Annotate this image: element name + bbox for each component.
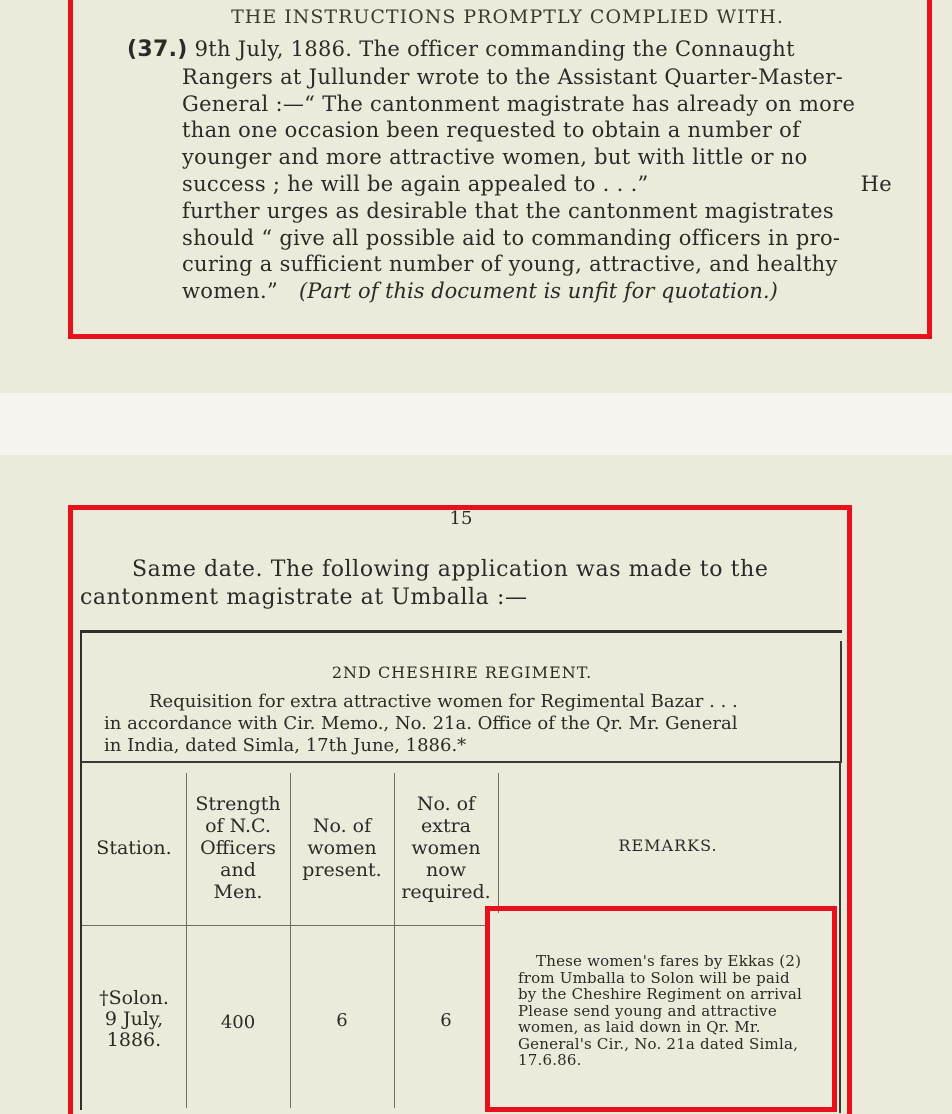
entry-line-4: than one occasion been requested to obtain a number of [182,118,801,143]
entry-line-6-end: He [860,171,892,196]
entry-number: (37.) [127,37,188,62]
intro-line-1: Same date. The following application was made to the [132,557,769,582]
page-number: 15 [449,508,473,529]
entry-line-3: General :—“ The cantonment magistrate has already on more [182,91,856,116]
header-extra-5: required. [401,881,491,903]
remarks-line-5: women, as laid down in Qr. Mr. [518,1018,761,1036]
entry-line-5: younger and more attractive women, but with little or no [182,145,808,170]
running-header: THE INSTRUCTIONS PROMPTLY COMPLIED WITH. [231,6,784,28]
remarks-line-2: from Umballa to Solon will be paid [518,968,790,987]
entry-line-7: further urges as desirable that the cantonment magistrates [182,198,834,223]
header-strength-2: of N.C. [205,815,271,837]
header-remarks: REMARKS. [618,836,718,855]
entry-line-6-text: success ; he will be again appealed to . . .” [182,171,649,196]
header-extra-3: women [411,837,481,859]
highlight-box-top [68,0,932,339]
entry-line-1: 9th July, 1886. The officer commanding the Connaught [194,37,795,61]
cell-station-1: †Solon. [99,987,169,1009]
header-strength-1: Strength [195,793,281,815]
requisition-line-2: in accordance with Cir. Memo., No. 21a. Office of the Qr. Mr. General [104,713,738,734]
cell-strength: 400 [220,1012,256,1033]
cell-station-3: 1886. [106,1029,162,1051]
requisition-line-3: in India, dated Simla, 17th June, 1886.* [104,735,467,756]
header-extra-2: extra [420,815,471,837]
header-present-2: women [307,837,377,859]
header-strength-5: Men. [213,881,263,903]
header-extra-1: No. of [416,793,476,815]
remarks-line-1: These women's fares by Ekkas (2) [536,952,802,970]
regiment-name: 2ND CHESHIRE REGIMENT. [331,663,593,682]
requisition-line-1: Requisition for extra attractive women for Regimental Bazar . . . [149,691,738,712]
cell-station-2: 9 July, [104,1008,164,1030]
remarks-line-6: General's Cir., No. 21a dated Simla, [518,1034,799,1053]
header-present-3: present. [302,859,382,881]
remarks-line-3: by the Cheshire Regiment on arrival [518,985,803,1003]
remarks-line-7: 17.6.86. [518,1051,582,1069]
highlight-box-remarks [485,906,837,1112]
top-page [0,0,952,393]
entry-line-8: should “ give all possible aid to commanding officers in pro- [182,225,841,250]
header-station: Station. [96,837,172,859]
entry-line-10-text: women.” [182,279,278,304]
cell-extra: 6 [440,1010,452,1031]
entry-line-9: curing a sufficient number of young, attractive, and healthy [182,252,838,277]
header-strength-3: Officers [200,837,276,859]
header-present-1: No. of [312,815,372,837]
unfit-for-quotation-note: (Part of this document is unfit for quotation.) [298,279,778,304]
header-strength-4: and [220,859,256,881]
header-extra-4: now [426,859,466,881]
cell-present: 6 [336,1010,348,1031]
intro-line-2: cantonment magistrate at Umballa :— [80,585,528,610]
remarks-line-4: Please send young and attractive [518,1001,777,1020]
entry-line-2: Rangers at Jullunder wrote to the Assistant Quarter-Master- [182,64,843,89]
